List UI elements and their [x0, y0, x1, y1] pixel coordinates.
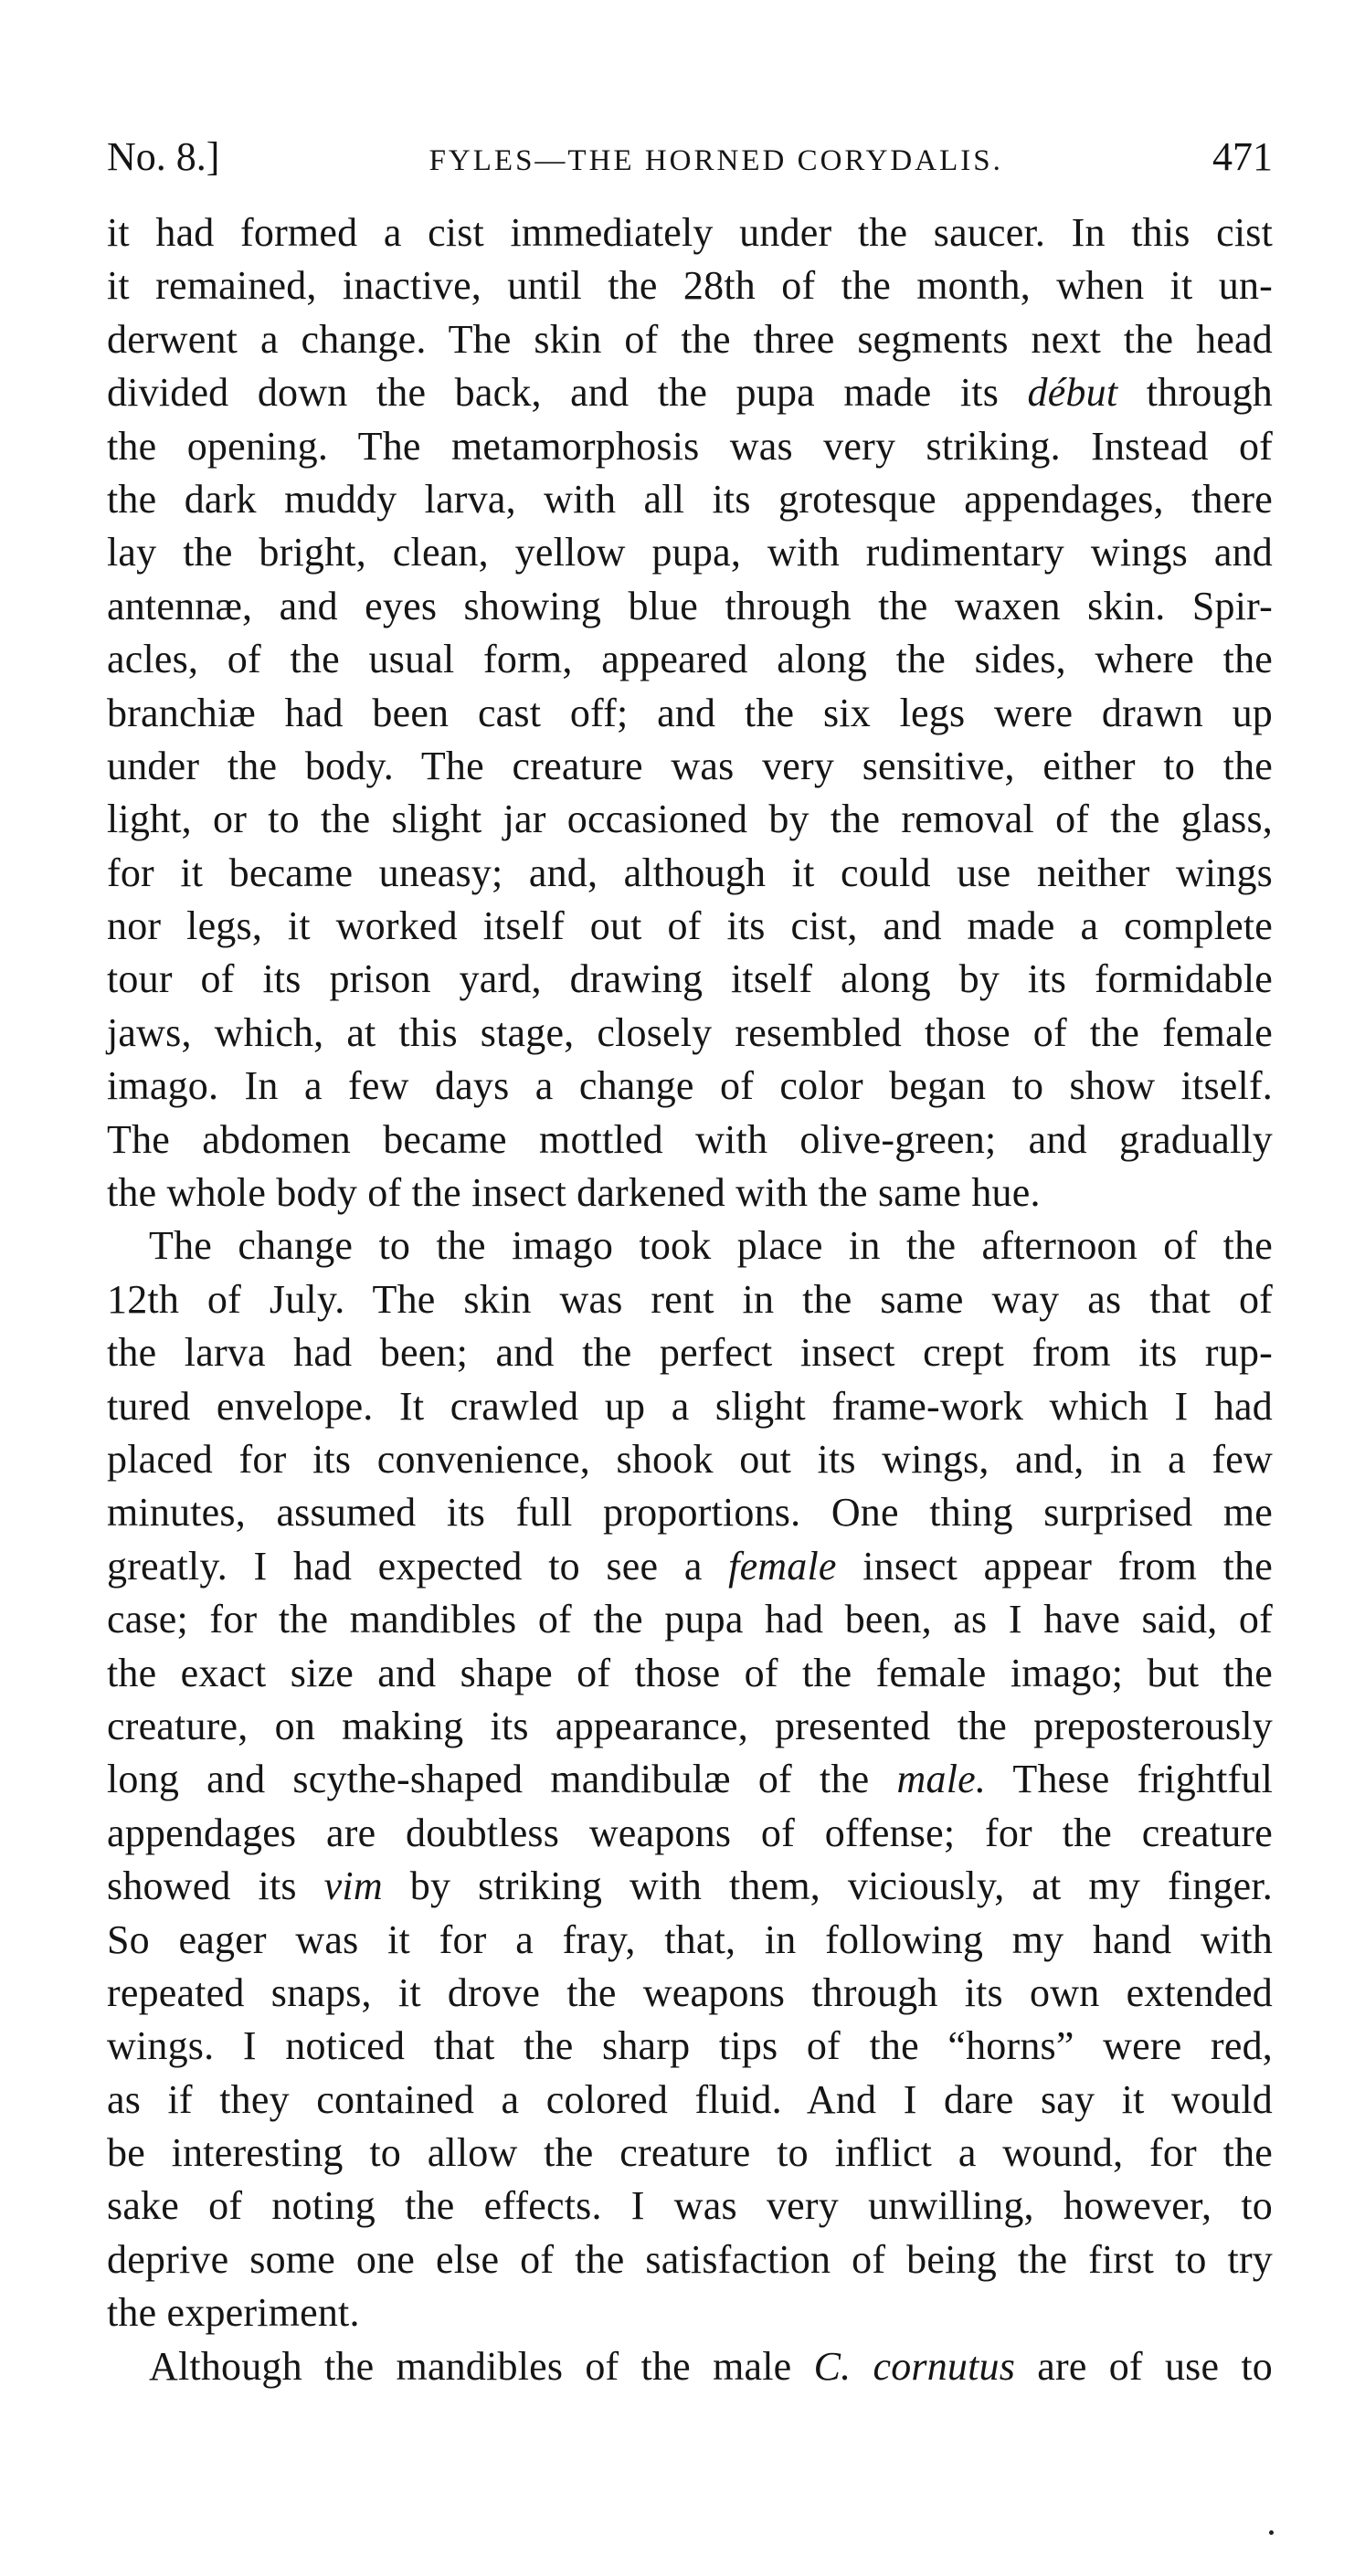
text-line: minutes, assumed its full proportions. One thing surprised me	[107, 1490, 1273, 1536]
text-segment: long and scythe-shaped mandibulæ of the	[107, 1757, 897, 1802]
text-line: So eager was it for a fray, that, in following my hand with	[107, 1916, 1273, 1962]
text-line: the larva had been; and the perfect insect crept from its rup-	[107, 1330, 1273, 1376]
text-segment: are of use to	[1015, 2343, 1273, 2389]
text-segment: by striking with them, viciously, at my finger.	[382, 1863, 1273, 1909]
text-line: The change to the imago took place in the afternoon of the	[149, 1223, 1273, 1269]
text-line: nor legs, it worked itself out of its cist, and made a complete	[107, 903, 1273, 949]
text-line: derwent a change. The skin of the three segments next the head	[107, 316, 1273, 362]
text-segment: through	[1117, 370, 1273, 416]
text-line: antennæ, and eyes showing blue through the waxen skin. Spir-	[107, 583, 1273, 628]
text-line: creature, on making its appearance, presented the preposterously	[107, 1703, 1273, 1748]
text-line: repeated snaps, it drove the weapons through its own extended	[107, 1969, 1273, 2015]
text-line: tured envelope. It crawled up a slight frame-work which I had	[107, 1383, 1273, 1429]
text-line: 12th of July. The skin was rent in the same way as that of	[107, 1276, 1273, 1322]
text-segment: Although the mandibles of the male	[149, 2343, 814, 2389]
text-line: for it became uneasy; and, although it could use neither wings	[107, 850, 1273, 895]
text-line: light, or to the slight jar occasioned by the removal of the glass,	[107, 797, 1273, 842]
page-number: 471	[1212, 134, 1273, 179]
ink-speck	[1269, 2530, 1274, 2535]
text-line: the dark muddy larva, with all its grotesque appendages, there	[107, 476, 1273, 522]
text-line: the opening. The metamorphosis was very striking. Instead of	[107, 423, 1273, 469]
text-line: acles, of the usual form, appeared along the sides, where the	[107, 637, 1273, 682]
running-head	[107, 128, 1273, 186]
text-line: it remained, inactive, until the 28th of the month, when it un-	[107, 263, 1273, 309]
text-line: placed for its convenience, shook out its wings, and, in a few	[107, 1436, 1273, 1482]
text-segment: divided down the back, and the pupa made its	[107, 370, 1028, 416]
text-line: jaws, which, at this stage, closely resembled those of the female	[107, 1009, 1273, 1055]
text-line: the exact size and shape of those of the female imago; but the	[107, 1650, 1273, 1695]
text-line	[107, 2340, 1273, 2393]
text-line: The abdomen became mottled with olive-green; and gradually	[107, 1116, 1273, 1162]
text-line: lay the bright, clean, yellow pupa, with rudimentary wings and	[107, 530, 1273, 575]
text-line: branchiæ had been cast off; and the six legs were drawn up	[107, 690, 1273, 735]
text-line: be interesting to allow the creature to inflict a wound, for the	[107, 2130, 1273, 2176]
text-line: appendages are doubtless weapons of offense; for the creature	[107, 1810, 1273, 1855]
text-line: deprive some one else of the satisfaction of being the first to try	[107, 2236, 1273, 2282]
text-line: the experiment.	[107, 2290, 360, 2336]
text-line	[107, 1540, 1273, 1593]
text-line: under the body. The creature was very sensitive, either to the	[107, 743, 1273, 788]
text-line: the whole body of the insect darkened with the same hue.	[107, 1170, 1041, 1216]
body-text	[107, 206, 1273, 2393]
text-segment: showed its	[107, 1863, 324, 1909]
text-line: as if they contained a colored fluid. And I dare say it would	[107, 2076, 1273, 2122]
text-segment: greatly. I had expected to see a	[107, 1543, 729, 1589]
text-segment: These frightful	[986, 1757, 1273, 1802]
text-line: tour of its prison yard, drawing itself along by its formidable	[107, 956, 1273, 1002]
italic-term: vim	[323, 1863, 383, 1909]
italic-term: début	[1027, 370, 1118, 416]
italic-term: female	[728, 1543, 837, 1589]
book-page	[107, 128, 1273, 2393]
text-line: case; for the mandibles of the pupa had been, as I have said, of	[107, 1597, 1273, 1642]
text-line: wings. I noticed that the sharp tips of the “horns” were red,	[107, 2023, 1273, 2069]
issue-number: No. 8.]	[107, 134, 220, 179]
italic-term: male.	[896, 1757, 987, 1802]
text-segment: insect appear from the	[836, 1543, 1273, 1589]
text-line: sake of noting the effects. I was very unwilling, however, to	[107, 2183, 1273, 2229]
text-line	[107, 1753, 1273, 1806]
text-line: imago. In a few days a change of color began to show itself.	[107, 1063, 1273, 1109]
text-line	[107, 366, 1273, 419]
running-title: FYLES—THE HORNED CORYDALIS.	[429, 144, 1003, 177]
text-line	[107, 1860, 1273, 1913]
italic-term: C. cornutus	[813, 2343, 1016, 2389]
text-line: it had formed a cist immediately under the saucer. In this cist	[107, 210, 1273, 255]
